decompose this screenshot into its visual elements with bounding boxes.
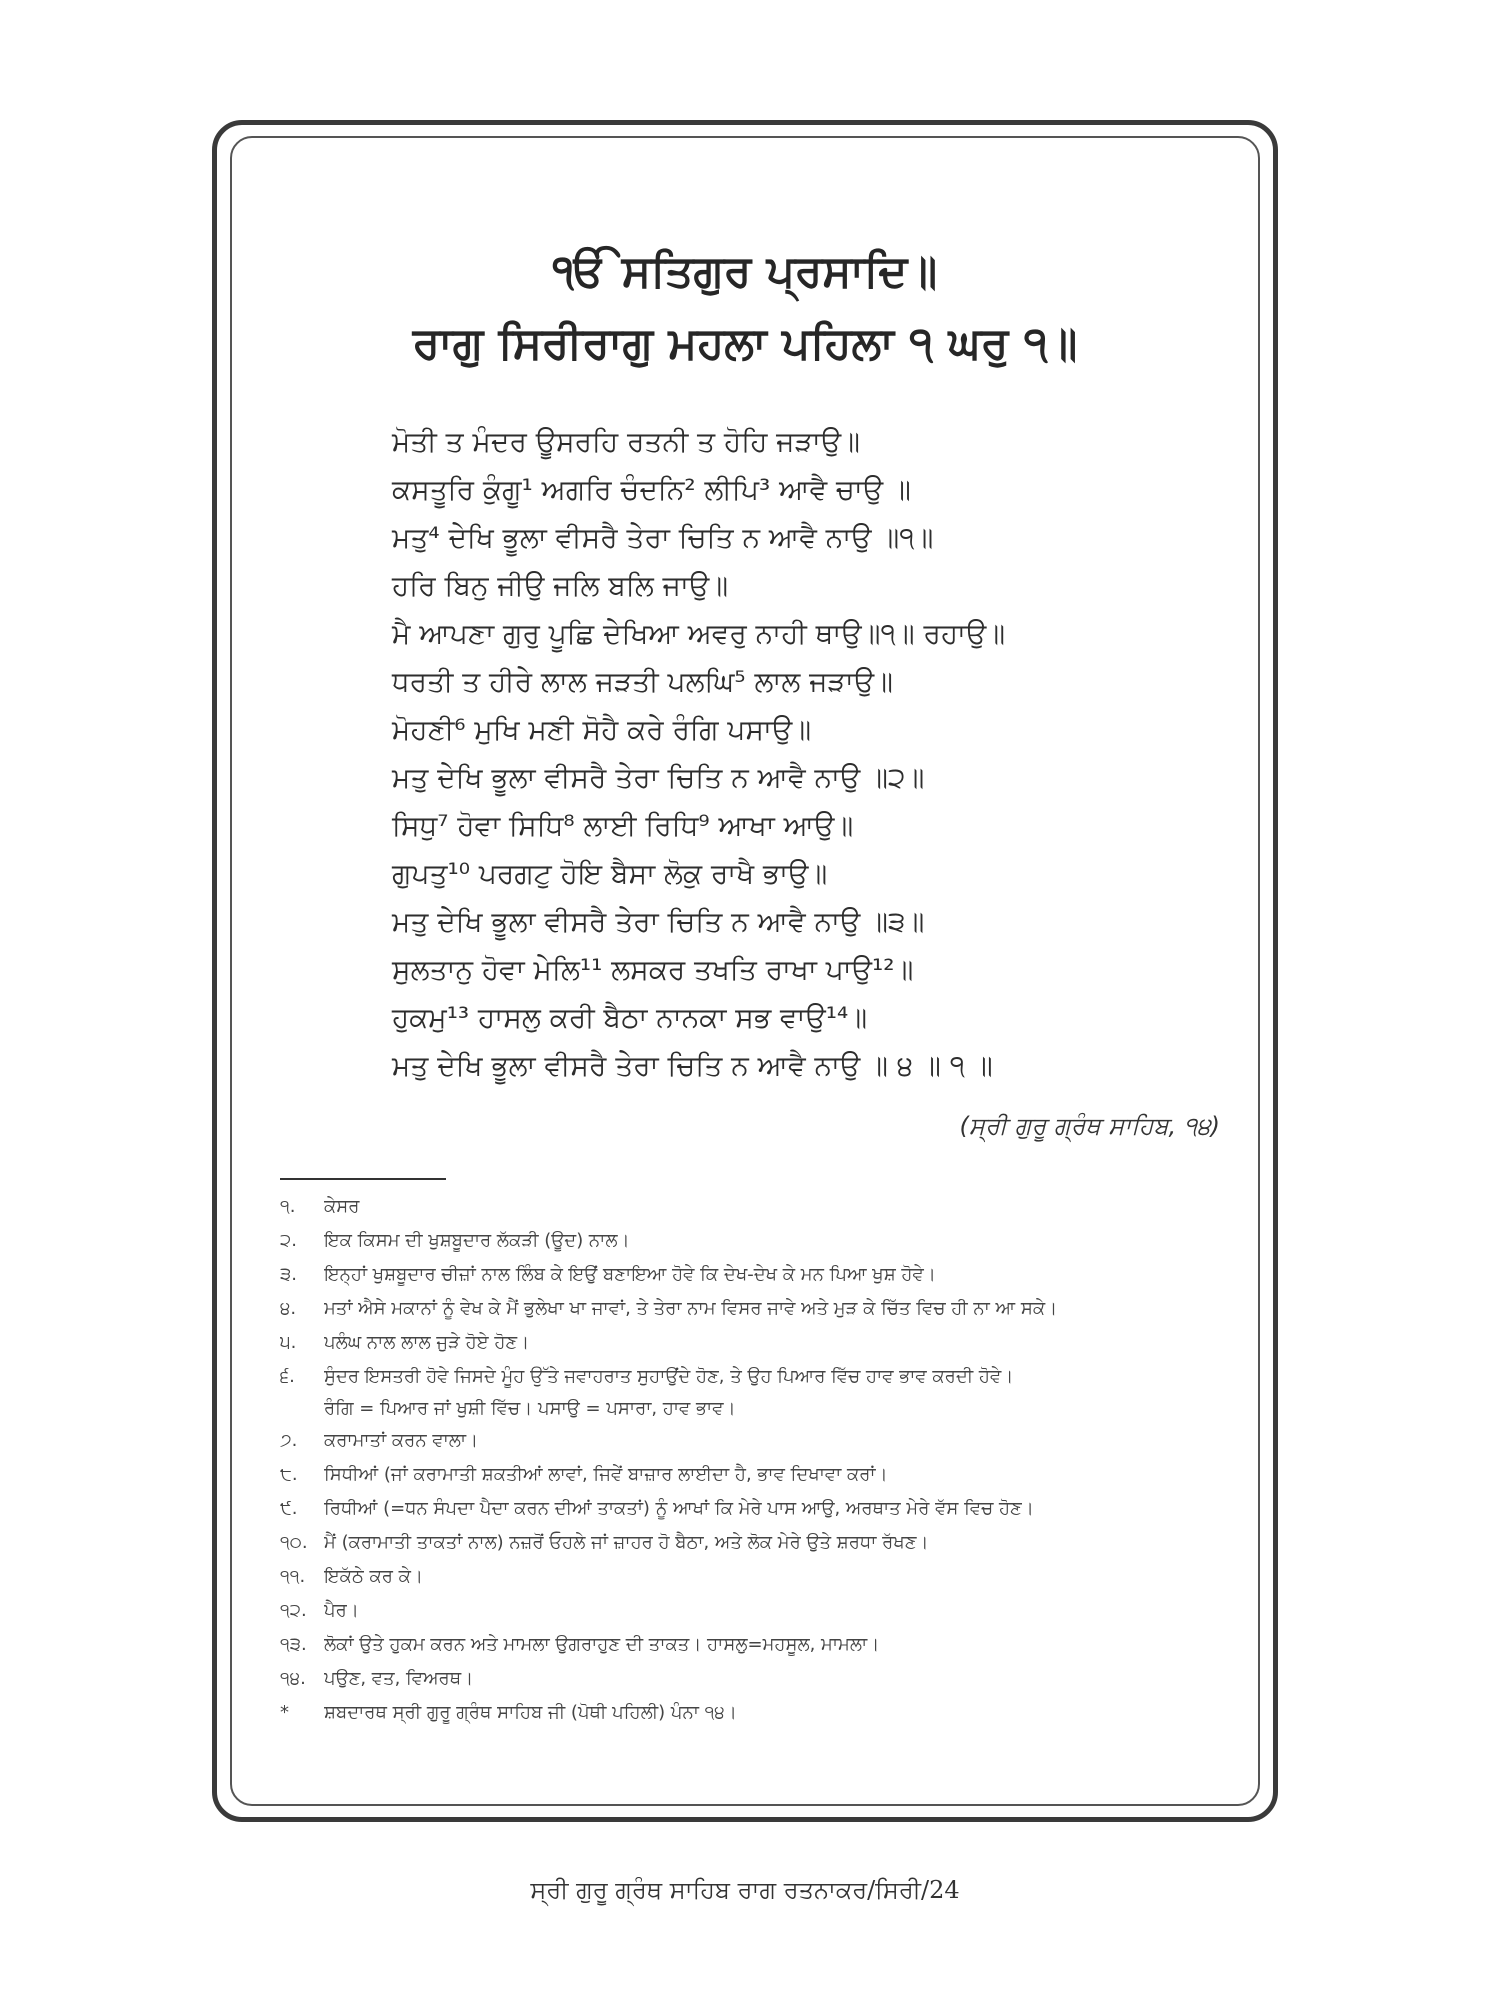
footnote-number: ੩. — [280, 1264, 297, 1285]
footnote-number: ੧੨. — [280, 1600, 307, 1621]
verse-line: ਮਤੁ⁴ ਦੇਖਿ ਭੂਲਾ ਵੀਸਰੈ ਤੇਰਾ ਚਿਤਿ ਨ ਆਵੈ ਨਾਉ ॥੧॥ — [392, 521, 934, 554]
verse-line: ਸਿਧੁ⁷ ਹੋਵਾ ਸਿਧਿ⁸ ਲਾਈ ਰਿਧਿ⁹ ਆਖਾ ਆਉ॥ — [392, 809, 854, 842]
footnote-item — [280, 1696, 1240, 1730]
footnote-text: ਪੈਰ। — [324, 1600, 359, 1621]
footnote-text: ਰਿਧੀਆਂ (=ਧਨ ਸੰਪਦਾ ਪੈਦਾ ਕਰਨ ਦੀਆਂ ਤਾਕਤਾਂ) ਨੂੰ ਆਖਾਂ ਕਿ ਮੇਰੇ ਪਾਸ ਆਉ, ਅਰਥਾਤ ਮੇਰੇ ਵੱਸ ਵਿਚ ਹੋਣ। — [324, 1498, 1034, 1519]
footnote-text: ਮੈਂ (ਕਰਾਮਾਤੀ ਤਾਕਤਾਂ ਨਾਲ) ਨਜ਼ਰੋਂ ਓਹਲੇ ਜਾਂ ਜ਼ਾਹਰ ਹੋ ਬੈਠਾ, ਅਤੇ ਲੋਕ ਮੇਰੇ ਉਤੇ ਸ਼ਰਧਾ ਰੱਖਣ। — [324, 1532, 929, 1553]
invocation-heading: ੴ ਸਤਿਗੁਰ ਪ੍ਰਸਾਦਿ॥ — [552, 246, 938, 297]
footnote-number: ੧੪. — [280, 1668, 306, 1689]
verse-line: ਮੋਤੀ ਤ ਮੰਦਰ ਊਸਰਹਿ ਰਤਨੀ ਤ ਹੋਹਿ ਜੜਾਉ॥ — [392, 425, 860, 458]
verse-line: ਮਤੁ ਦੇਖਿ ਭੂਲਾ ਵੀਸਰੈ ਤੇਰਾ ਚਿਤਿ ਨ ਆਵੈ ਨਾਉ ॥ ੪ ॥ ੧ ॥ — [392, 1049, 993, 1082]
footnote-text: ਇਨ੍ਹਾਂ ਖੁਸ਼ਬੂਦਾਰ ਚੀਜ਼ਾਂ ਨਾਲ ਲਿੰਬ ਕੇ ਇਉਂ ਬਣਾਇਆ ਹੋਵੇ ਕਿ ਦੇਖ-ਦੇਖ ਕੇ ਮਨ ਪਿਆ ਖੁਸ਼ ਹੋਵੇ। — [324, 1264, 936, 1285]
verse-line: ਹੁਕਮੁ¹³ ਹਾਸਲੁ ਕਰੀ ਬੈਠਾ ਨਾਨਕਾ ਸਭ ਵਾਉ¹⁴॥ — [392, 1001, 868, 1034]
footnote-text: ਕਰਾਮਾਤਾਂ ਕਰਨ ਵਾਲਾ। — [324, 1430, 479, 1451]
footnote-item — [280, 1458, 1240, 1492]
footnote-item — [280, 1258, 1240, 1292]
footnote-item — [280, 1360, 1240, 1424]
footnote-number: ੧. — [280, 1196, 296, 1217]
footnote-item — [280, 1190, 1240, 1224]
footnote-number: ੧੧. — [280, 1566, 306, 1587]
footnote-item — [280, 1424, 1240, 1458]
verse-list — [392, 418, 1005, 1090]
scripture-citation: (ਸ੍ਰੀ ਗੁਰੂ ਗ੍ਰੰਥ ਸਾਹਿਬ, ੧੪) — [959, 1112, 1220, 1140]
footnote-text: ਇਕੱਠੇ ਕਰ ਕੇ। — [324, 1566, 424, 1587]
footnote-text: ਸਿਧੀਆਂ (ਜਾਂ ਕਰਾਮਾਤੀ ਸ਼ਕਤੀਆਂ ਲਾਵਾਂ, ਜਿਵੇਂ ਬਾਜ਼ਾਰ ਲਾਈਦਾ ਹੈ, ਭਾਵ ਦਿਖਾਵਾ ਕਰਾਂ। — [324, 1464, 888, 1485]
footnote-text: ਮਤਾਂ ਐਸੇ ਮਕਾਨਾਂ ਨੂੰ ਵੇਖ ਕੇ ਮੈਂ ਭੁਲੇਖਾ ਖਾ ਜਾਵਾਂ, ਤੇ ਤੇਰਾ ਨਾਮ ਵਿਸਰ ਜਾਵੇ ਅਤੇ ਮੁੜ ਕੇ ਚਿੱਤ ਵਿਚ ਹੀ ਨਾ ਆ ਸਕੇ। — [324, 1298, 1058, 1319]
footnote-text: ਸੁੰਦਰ ਇਸਤਰੀ ਹੋਵੇ ਜਿਸਦੇ ਮੂੰਹ ਉੱਤੇ ਜਵਾਹਰਾਤ ਸੁਹਾਉਂਦੇ ਹੋਣ, ਤੇ ਉਹ ਪਿਆਰ ਵਿੱਚ ਹਾਵ ਭਾਵ ਕਰਦੀ ਹੋਵੇ। — [324, 1366, 1014, 1387]
verse-line: ਮੋਹਣੀ⁶ ਮੁਖਿ ਮਣੀ ਸੋਹੈ ਕਰੇ ਰੰਗਿ ਪਸਾਉ॥ — [392, 713, 812, 746]
verse-line: ਗੁਪਤੁ¹⁰ ਪਰਗਟੁ ਹੋਇ ਬੈਸਾ ਲੋਕੁ ਰਾਖੈ ਭਾਉ॥ — [392, 857, 828, 890]
raag-heading: ਰਾਗੁ ਸਿਰੀਰਾਗੁ ਮਹਲਾ ਪਹਿਲਾ ੧ ਘਰੁ ੧॥ — [412, 318, 1078, 369]
footnote-number: ੬. — [280, 1366, 295, 1387]
verse-line: ਕਸਤੂਰਿ ਕੁੰਗੂ¹ ਅਗਰਿ ਚੰਦਨਿ² ਲੀਪਿ³ ਆਵੈ ਚਾਉ ॥ — [392, 473, 911, 506]
footnote-item — [280, 1492, 1240, 1526]
footnote-item — [280, 1326, 1240, 1360]
footnote-item — [280, 1594, 1240, 1628]
footnote-item — [280, 1628, 1240, 1662]
footnote-number: * — [280, 1702, 289, 1723]
footnote-number: ੭. — [280, 1430, 298, 1451]
footnote-list — [280, 1190, 1240, 1730]
footnote-text: ਕੇਸਰ — [324, 1196, 360, 1217]
verse-line: ਮਤੁ ਦੇਖਿ ਭੂਲਾ ਵੀਸਰੈ ਤੇਰਾ ਚਿਤਿ ਨ ਆਵੈ ਨਾਉ ॥੨॥ — [392, 761, 925, 794]
footnote-text: ਸ਼ਬਦਾਰਥ ਸ੍ਰੀ ਗੁਰੂ ਗ੍ਰੰਥ ਸਾਹਿਬ ਜੀ (ਪੋਥੀ ਪਹਿਲੀ) ਪੰਨਾ ੧੪। — [324, 1702, 737, 1723]
footnote-text: ਪਲੰਘ ਨਾਲ ਲਾਲ ਜੁੜੇ ਹੋਏ ਹੋਣ। — [324, 1332, 530, 1353]
verse-line: ਧਰਤੀ ਤ ਹੀਰੇ ਲਾਲ ਜੜਤੀ ਪਲਘਿ⁵ ਲਾਲ ਜੜਾਉ॥ — [392, 665, 893, 698]
footnote-text: ਲੋਕਾਂ ਉਤੇ ਹੁਕਮ ਕਰਨ ਅਤੇ ਮਾਮਲਾ ਉਗਰਾਹੁਣ ਦੀ ਤਾਕਤ। ਹਾਸਲੁ=ਮਹਸੂਲ, ਮਾਮਲਾ। — [324, 1634, 880, 1655]
footnote-number: ੧੩. — [280, 1634, 307, 1655]
verse-line: ਹਰਿ ਬਿਨੁ ਜੀਉ ਜਲਿ ਬਲਿ ਜਾਉ॥ — [392, 569, 729, 602]
footnote-number: ੧੦. — [280, 1532, 308, 1553]
footnote-continuation: ਰੰਗਿ = ਪਿਆਰ ਜਾਂ ਖੁਸ਼ੀ ਵਿੱਚ। ਪਸਾਉ = ਪਸਾਰਾ, ਹਾਵ ਭਾਵ। — [324, 1398, 736, 1419]
footnote-item — [280, 1662, 1240, 1696]
verse-line: ਸੁਲਤਾਨੁ ਹੋਵਾ ਮੇਲਿ¹¹ ਲਸਕਰ ਤਖਤਿ ਰਾਖਾ ਪਾਉ¹²॥ — [392, 953, 914, 986]
footnote-text: ਪਉਣ, ਵਤ, ਵਿਅਰਥ। — [324, 1668, 474, 1689]
page-footer: ਸ੍ਰੀ ਗੁਰੂ ਗ੍ਰੰਥ ਸਾਹਿਬ ਰਾਗ ਰਤਨਾਕਰ/ਸਿਰੀ/24 — [530, 1876, 960, 1904]
verse-line: ਮਤੁ ਦੇਖਿ ਭੂਲਾ ਵੀਸਰੈ ਤੇਰਾ ਚਿਤਿ ਨ ਆਵੈ ਨਾਉ ॥੩॥ — [392, 905, 925, 938]
footnote-number: ੯. — [280, 1498, 298, 1519]
footnote-number: ੨. — [280, 1230, 297, 1251]
footnote-divider — [280, 1178, 446, 1180]
footnote-item — [280, 1292, 1240, 1326]
footnote-number: ੫. — [280, 1332, 297, 1353]
footnote-number: ੪. — [280, 1298, 297, 1319]
footnote-item — [280, 1560, 1240, 1594]
verse-line: ਮੈ ਆਪਣਾ ਗੁਰੁ ਪੂਛਿ ਦੇਖਿਆ ਅਵਰੁ ਨਾਹੀ ਥਾਉ॥੧॥ ਰਹਾਉ॥ — [392, 617, 1006, 650]
footnote-item — [280, 1526, 1240, 1560]
footnote-item — [280, 1224, 1240, 1258]
footnote-number: ੮. — [280, 1464, 298, 1485]
footnote-text: ਇਕ ਕਿਸਮ ਦੀ ਖੁਸ਼ਬੂਦਾਰ ਲੱਕੜੀ (ਊਦ) ਨਾਲ। — [324, 1230, 630, 1251]
